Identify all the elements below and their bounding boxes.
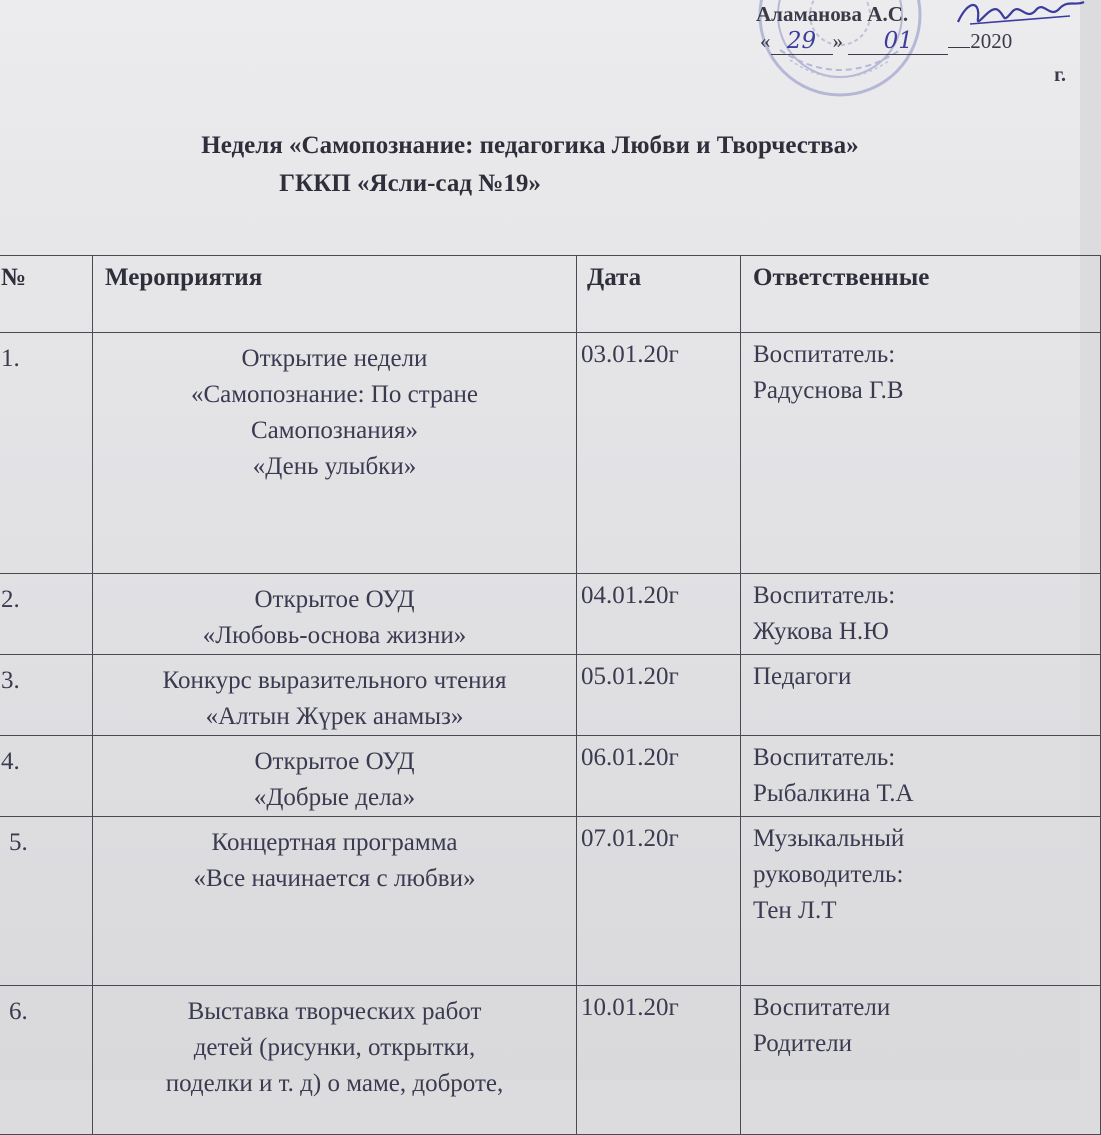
- responsible-line: Воспитатели: [753, 994, 891, 1021]
- row-number: 6.: [0, 986, 93, 1135]
- event-line: Открытие недели: [241, 345, 428, 372]
- date-month: 01: [883, 28, 913, 54]
- date-cell: 10.01.20г: [577, 986, 741, 1135]
- document-title: Неделя «Самопознание: педагогика Любви и Творчества»: [201, 132, 859, 159]
- approver-name: Аламанова А.С.: [756, 2, 909, 26]
- table-row: [0, 817, 1101, 986]
- responsible-line: Педагоги: [753, 663, 852, 690]
- column-header-date: Дата: [577, 256, 741, 333]
- responsible-cell: [741, 986, 1101, 1135]
- responsible-line: руководитель:: [753, 861, 904, 888]
- event-line: «День улыбки»: [252, 453, 417, 480]
- responsible-line: Воспитатель:: [753, 341, 896, 368]
- event-cell: [93, 655, 577, 736]
- table-row: [0, 986, 1101, 1135]
- responsible-line: Музыкальный: [753, 825, 905, 852]
- column-header-number: №: [0, 256, 93, 333]
- event-line: «Все начинается с любви»: [193, 865, 476, 892]
- event-cell: [93, 736, 577, 817]
- row-number: 3.: [0, 655, 93, 736]
- responsible-line: Воспитатель:: [753, 582, 896, 609]
- date-cell: 07.01.20г: [577, 817, 741, 986]
- date-year: 2020: [970, 29, 1013, 53]
- responsible-cell: [741, 736, 1101, 817]
- row-number: 5.: [0, 817, 93, 986]
- responsible-line: Воспитатель:: [753, 744, 896, 771]
- event-line: Открытое ОУД: [254, 586, 415, 613]
- date-month-field: [848, 28, 948, 55]
- event-line: «Алтын Жүрек анамыз»: [205, 703, 464, 730]
- row-number: 4.: [0, 736, 93, 817]
- date-cell: 06.01.20г: [577, 736, 741, 817]
- date-day-field: [771, 28, 833, 55]
- organization-title: ГККП «Ясли-сад №19»: [279, 170, 541, 197]
- responsible-line: Родители: [753, 1030, 853, 1057]
- event-line: Выставка творческих работ: [187, 998, 482, 1025]
- table-row: [0, 736, 1101, 817]
- event-line: детей (рисунки, открытки,: [193, 1034, 476, 1061]
- date-open-quote: «: [760, 29, 771, 53]
- event-line: «Добрые дела»: [253, 784, 416, 811]
- table-row: [0, 333, 1101, 574]
- date-cell: 04.01.20г: [577, 574, 741, 655]
- event-line: Концертная программа: [211, 829, 458, 856]
- responsible-line: Жукова Н.Ю: [753, 618, 889, 645]
- date-close-quote: »: [832, 29, 843, 53]
- responsible-line: Рыбалкина Т.А: [753, 780, 914, 807]
- column-header-events: Мероприятия: [93, 256, 577, 333]
- responsible-line: Радуснова Г.В: [753, 377, 904, 404]
- responsible-cell: [741, 655, 1101, 736]
- column-header-responsible: Ответственные: [741, 256, 1101, 333]
- event-line: «Самопознание: По стране: [190, 381, 479, 408]
- responsible-cell: [741, 333, 1101, 574]
- event-line: Открытое ОУД: [254, 748, 415, 775]
- event-cell: [93, 574, 577, 655]
- events-table: [0, 255, 1101, 1135]
- date-day: 29: [786, 28, 817, 54]
- row-number: 2.: [0, 574, 93, 655]
- year-suffix: г.: [1054, 64, 1066, 86]
- table-header-row: [0, 256, 1101, 333]
- responsible-line: Тен Л.Т: [753, 897, 837, 924]
- event-line: поделки и т. д) о маме, доброте,: [165, 1070, 504, 1097]
- date-cell: 03.01.20г: [577, 333, 741, 574]
- event-line: Конкурс выразительного чтения: [162, 667, 507, 694]
- date-gap: [948, 47, 970, 48]
- responsible-cell: [741, 574, 1101, 655]
- event-line: Самопознания»: [250, 417, 419, 444]
- event-cell: [93, 817, 577, 986]
- table-row: [0, 574, 1101, 655]
- event-line: «Любовь-основа жизни»: [202, 622, 467, 649]
- responsible-cell: [741, 817, 1101, 986]
- date-cell: 05.01.20г: [577, 655, 741, 736]
- row-number: 1.: [0, 333, 93, 574]
- event-cell: [93, 986, 577, 1135]
- approval-date: [760, 28, 1012, 55]
- table-row: [0, 655, 1101, 736]
- approval-block: [750, 0, 1080, 95]
- event-cell: [93, 333, 577, 574]
